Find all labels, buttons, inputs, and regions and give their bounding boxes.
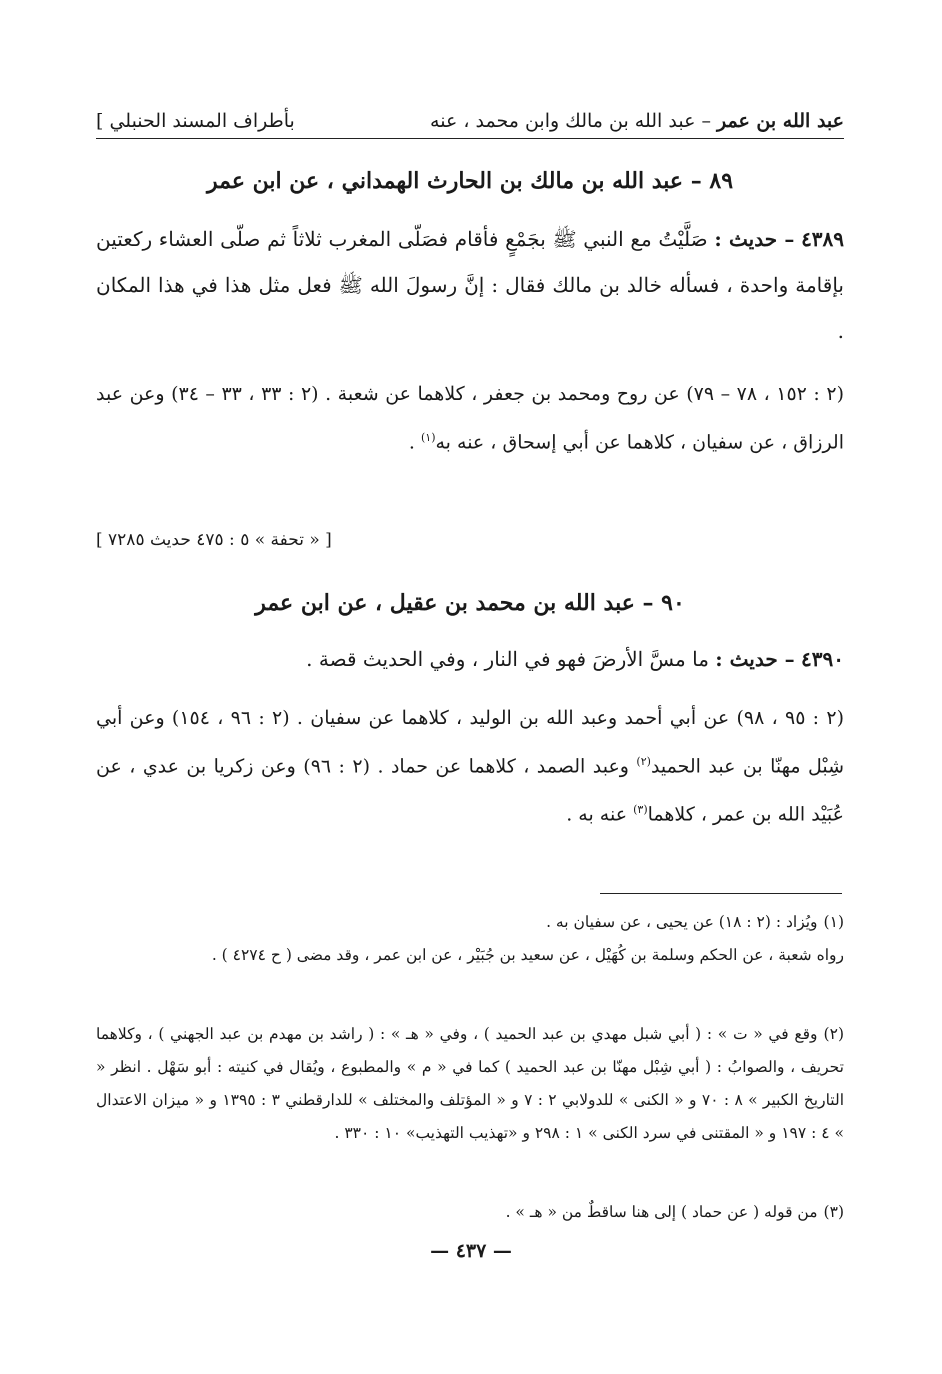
hadith-4389	[96, 216, 844, 354]
references-text: (٢ : ١٥٢ ، ٧٨ – ٧٩) عن روح ومحمد بن جعفر ، كلاهما عن شعبة . (٢ : ٣٣ ، ٣٣ – ٣٤) وعن عبد الرزاق ، عن سفيان ، كلاهما عن أبي إسحاق ، عنه به	[96, 383, 844, 454]
footnote-line: من قوله ( عن حماد ) إلى هنا ساقطٌ من « هـ » .	[505, 1203, 818, 1221]
footnote-line: ويُزاد : (٢ : ١٨) عن يحيى ، عن سفيان به .	[546, 913, 818, 931]
tuhfa-reference	[96, 530, 844, 550]
footnote-2	[96, 1018, 844, 1150]
footnote-1	[96, 906, 844, 972]
hadith-label: – حديث :	[714, 227, 795, 251]
footnote-marker[interactable]: (١)	[420, 431, 436, 444]
tuhfa-text: [ « تحفة » ٥ : ٤٧٥ حديث ٧٢٨٥ ]	[96, 530, 332, 550]
running-header	[96, 96, 844, 139]
hadith-4390	[96, 636, 844, 682]
page-number: — ٤٣٧ —	[430, 1240, 512, 1262]
footnote-marker[interactable]: (٢)	[636, 755, 651, 768]
header-book-title: بأطراف المسند الحنبلي ]	[96, 110, 295, 132]
footnote-divider	[600, 893, 842, 894]
hadith-number: ٤٣٩٠	[801, 647, 844, 671]
hadith-number: ٤٣٨٩	[801, 227, 845, 251]
footnote-line: وقع في « ت » : ( أبي شبل مهدي بن عبد الحميد ) ، وفي « هـ » : ( راشد بن مهدم بن عبد الجهني ) ، وكلاهما تحريف ، والصوابُ : ( أبي شِبْل مهنّا بن عبد الحميد ) كما في « م » والمطبوع ، ويُقال في كنيته : أبو سَهْل . انظر « التاريخ الكبير » ٨ : ٧٠ و « الكنى » للدولابي ٢ : ٧ و « المؤتلف والمختلف » للدارقطني ٣ : ١٣٩٥ و « ميزان الاعتدال » ٤ : ١٩٧ و « المقتنى في سرد الكنى » ١ : ٢٩٨ و «تهذيب التهذيب» ١٠ : ٣٣٠ .	[96, 1025, 845, 1142]
section-heading-90: ٩٠ – عبد الله بن محمد بن عقيل ، عن ابن عمر	[255, 590, 685, 616]
section-heading-89: ٨٩ – عبد الله بن مالك بن الحارث الهمداني ، عن ابن عمر	[206, 168, 734, 194]
footnote-number: (٣)	[823, 1203, 844, 1221]
footnote-marker[interactable]: (٣)	[633, 803, 648, 817]
references-text-b: وعبد الصمد ، كلاهما عن حماد . (٢ : ٩٦) وعن زكريا بن عدي ، عن عُبَيْد الله بن عمر ، كلاهما	[96, 755, 844, 826]
header-section-title: عبد الله بن عمر	[717, 110, 844, 132]
hadith-references	[96, 372, 844, 464]
hadith-text: ما مسَّ الأرضَ فهو في النار ، وفي الحديث قصة .	[306, 647, 709, 671]
header-section	[430, 110, 844, 132]
references-text-c: عنه به .	[566, 803, 634, 826]
footnote-line: رواه شعبة ، عن الحكم وسلمة بن كُهَيْل ، عن سعيد بن جُبَيْر ، عن ابن عمر ، وقد مضى ( ح ٤٢٧٤ ) .	[211, 946, 844, 964]
references-end: .	[408, 431, 421, 454]
hadith-text: صَلَّيْتُ مع النبي ﷺ بجَمْعٍ فأقام فصَلّى المغرب ثلاثاً ثم صلّى العشاء ركعتين بإقامة واحدة ، فسأله خالد بن مالك فقال : إنَّ رسولَ الله ﷺ فعل مثل هذا في هذا المكان .	[96, 227, 844, 343]
references-text-a: (٢ : ٩٥ ، ٩٨) عن أبي أحمد وعبد الله بن الوليد ، كلاهما عن سفيان . (٢ : ٩٦ ، ١٥٤) وعن أبي شِبْل مهنّا بن عبد الحميد	[96, 707, 845, 778]
hadith-references	[96, 696, 844, 837]
header-running-title: – عبد الله بن مالك وابن محمد ، عنه	[430, 110, 711, 132]
footnote-number: (٢)	[823, 1025, 844, 1043]
hadith-label: – حديث :	[715, 647, 795, 671]
footnote-number: (١)	[823, 913, 844, 931]
footnote-3	[96, 1196, 844, 1229]
